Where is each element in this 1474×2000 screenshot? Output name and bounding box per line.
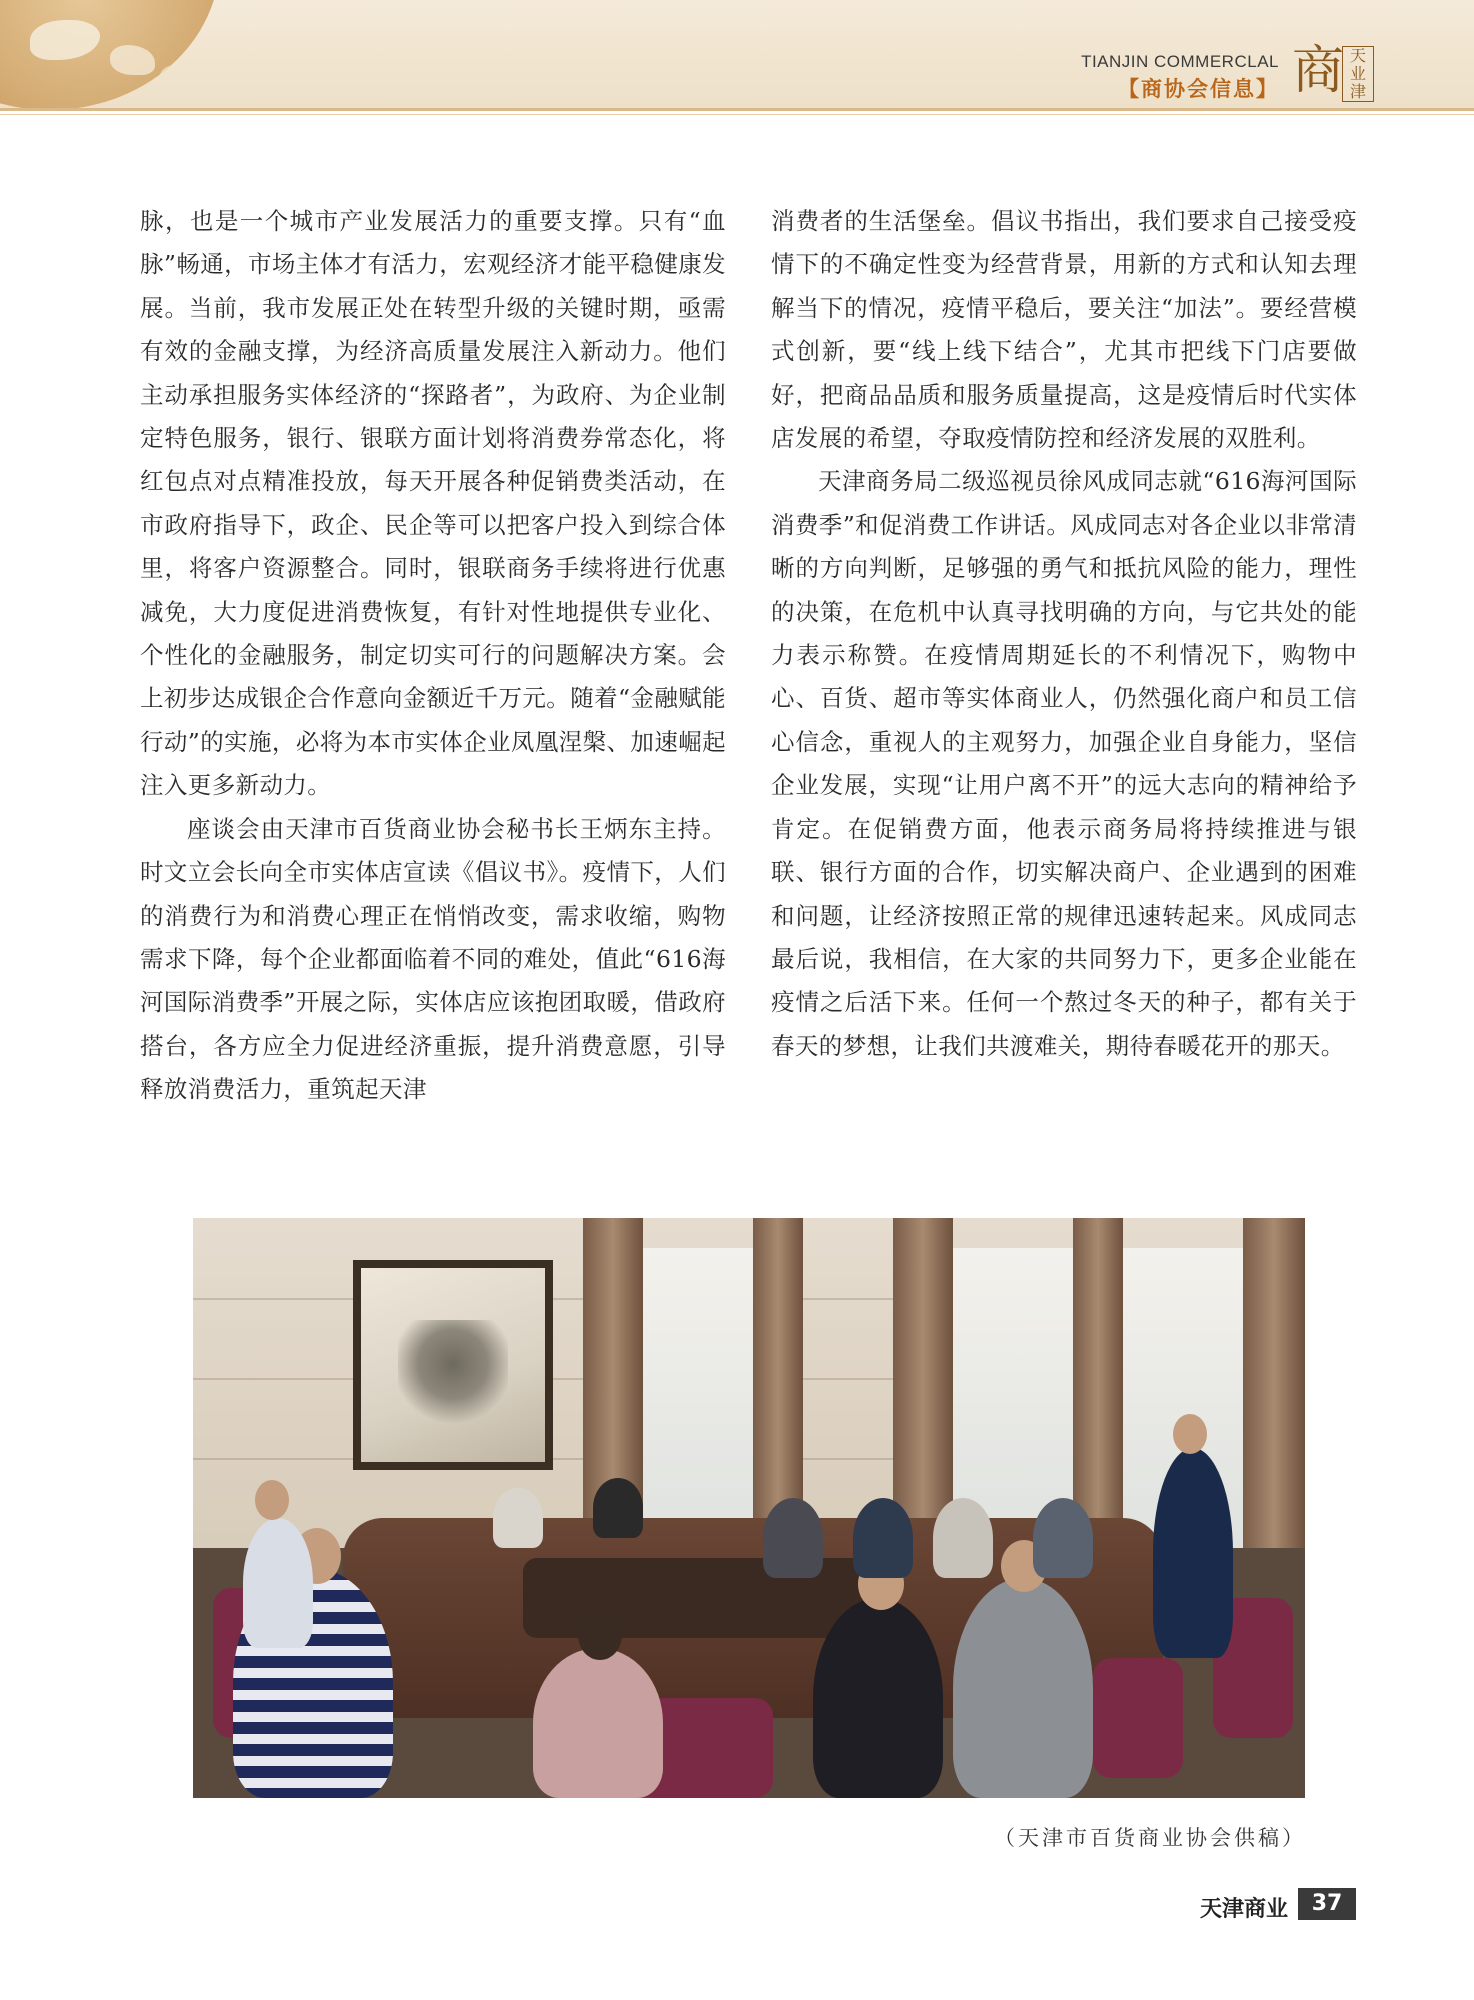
logo-box-top: 天 xyxy=(1349,46,1366,65)
paragraph: 天津商务局二级巡视员徐风成同志就“616海河国际消费季”和促消费工作讲话。风成同志对各企业以非常清晰的方向判断，足够强的勇气和抵抗风险的能力，理性的决策，在危机中认真寻找明确的方向，与它共处的能力表示称赞。在疫情周期延长的不利情况下，购物中心、百货、超市等实体商业人，仍然强化商户和员工信心信念，重视人的主观努力，加强企业自身能力，坚信企业发展，实现“让用户离不开”的远大志向的精神给予肯定。在促销费方面，他表示商务局将持续推进与银联、银行方面的合作，切实解决商户、企业遇到的困难和问题，让经济按照正常的规律迅速转起来。风成同志最后说，我相信，在大家的共同努力下，更多企业能在疫情之后活下来。任何一个熬过冬天的种子，都有关于春天的梦想，让我们共渡难关，期待春暖花开的那天。 xyxy=(771,467,1358,1060)
wall-painting xyxy=(353,1260,553,1470)
paragraph: 消费者的生活堡垒。倡议书指出，我们要求自己接受疫情下的不确定性变为经营背景，用新的方式和认知去理解当下的情况，疫情平稳后，要关注“加法”。要经营模式创新，要“线上线下结合”，尤其市把线下门店要做好，把商品品质和服务质量提高，这是疫情后时代实体店发展的希望，夺取疫情防控和经济发展的双胜利。 xyxy=(771,207,1357,453)
masthead-english: TIANJIN COMMERCLAL xyxy=(1081,52,1279,71)
header-rule-thin xyxy=(0,114,1474,115)
paragraph: 脉，也是一个城市产业发展活力的重要支撑。只有“血脉”畅通，市场主体才有活力，宏观经济才能平稳健康发展。当前，我市发展正处在转型升级的关键时期，亟需有效的金融支撑，为经济高质量发展注入新动力。他们主动承担服务实体经济的“探路者”，为政府、为企业制定特色服务，银行、银联方面计划将消费券常态化，将红包点对点精准投放，每天开展各种促销费类活动，在市政府指导下，政企、民企等可以把客户投入到综合体里，将客户资源整合。同时，银联商务手续将进行优惠减免，大力度促进消费恢复，有针对性地提供专业化、个性化的金融服务，制定切实可行的问题解决方案。会上初步达成银企合作意向金额近千万元。随着“金融赋能行动”的实施，必将为本市实体企业凤凰涅槃、加速崛起注入更多新动力。 xyxy=(140,207,727,800)
meeting-photo xyxy=(193,1218,1305,1798)
magazine-logo-box xyxy=(1342,46,1374,102)
photo-caption: （天津市百货商业协会供稿） xyxy=(994,1826,1306,1850)
magazine-name: 天津商业 xyxy=(1199,1897,1288,1922)
globe-decoration xyxy=(0,0,220,110)
section-label: 【商协会信息】 xyxy=(1118,77,1279,101)
magazine-logo-char: 商 xyxy=(1291,41,1344,101)
paragraph: 座谈会由天津市百货商业协会秘书长王炳东主持。时文立会长向全市实体店宣读《倡议书》。疫情下，人们的消费行为和消费心理正在悄悄改变，需求收缩，购物需求下降，每个企业都面临着不同的难处，值此“616海河国际消费季”开展之际，实体店应该抱团取暖，借政府搭台，各方应全力促进经济重振，提升消费意愿，引导释放消费活力，重筑起天津 xyxy=(140,814,727,1104)
article-column-left xyxy=(140,200,726,1112)
article-column-right xyxy=(771,200,1357,1068)
logo-box-bottom: 业津 xyxy=(1349,64,1366,101)
page-number: 37 xyxy=(1298,1888,1356,1920)
header-rule xyxy=(0,108,1474,111)
